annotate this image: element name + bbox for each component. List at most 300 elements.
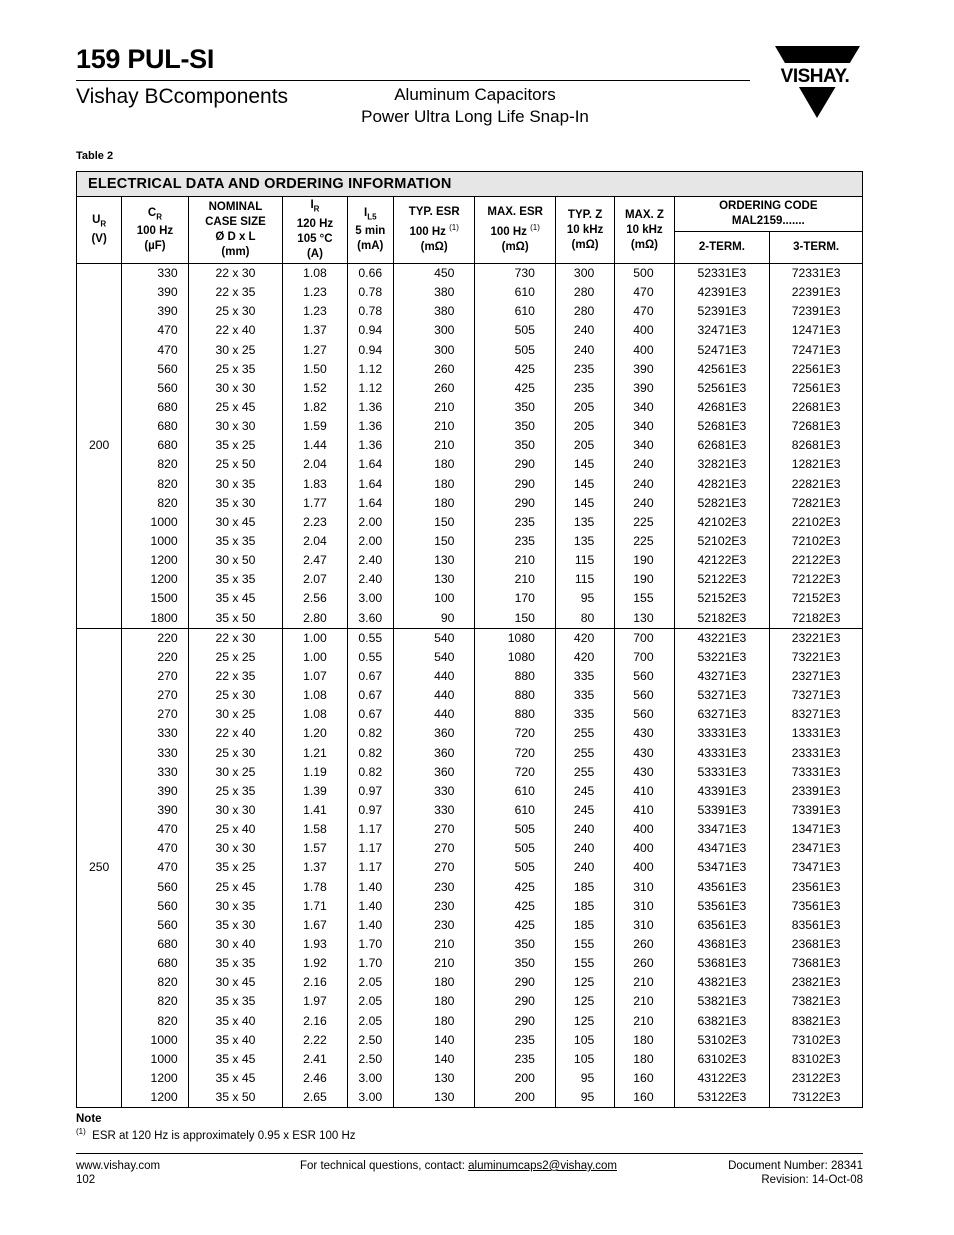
table-row [77,379,863,398]
cell-case-size: 35 x 45 [188,1069,283,1088]
cell-ripple-current: 1.37 [283,321,347,340]
cell-max-z: 240 [615,455,674,474]
cell-ripple-current: 1.08 [283,686,347,705]
cell-capacitance: 560 [122,878,188,897]
cell-ripple-current: 2.04 [283,532,347,551]
cell-typ-esr: 360 [393,724,475,743]
cell-typ-esr: 360 [393,763,475,782]
cell-capacitance: 1000 [122,1031,188,1050]
col-header-max-z: MAX. Z 10 kHz (mΩ) [615,197,674,264]
cell-typ-esr: 260 [393,360,475,379]
cell-max-z: 390 [615,379,674,398]
cell-code-3-term: 72821E3 [770,494,863,513]
cell-max-z: 340 [615,417,674,436]
cell-typ-z: 135 [555,532,614,551]
footer-document-number: Document Number: 28341 [728,1160,863,1172]
cell-typ-esr: 360 [393,744,475,763]
cell-case-size: 25 x 25 [188,648,283,667]
cell-case-size: 35 x 35 [188,992,283,1011]
cell-ripple-current: 1.00 [283,648,347,667]
cell-code-2-term: 52182E3 [674,609,770,629]
cell-capacitance: 330 [122,744,188,763]
electrical-data-table [76,171,863,1108]
cell-typ-z: 95 [555,1069,614,1088]
cell-typ-z: 205 [555,436,614,455]
cell-max-z: 400 [615,839,674,858]
cell-leakage-current: 0.67 [347,667,393,686]
cell-capacitance: 390 [122,283,188,302]
cell-leakage-current: 1.40 [347,897,393,916]
cell-case-size: 35 x 25 [188,436,283,455]
cell-leakage-current: 2.00 [347,513,393,532]
cell-typ-z: 420 [555,628,614,648]
cell-max-z: 130 [615,609,674,629]
cell-typ-esr: 230 [393,916,475,935]
cell-ripple-current: 2.22 [283,1031,347,1050]
cell-typ-z: 145 [555,455,614,474]
cell-code-3-term: 72102E3 [770,532,863,551]
cell-leakage-current: 1.36 [347,398,393,417]
cell-ripple-current: 1.23 [283,302,347,321]
table-row [77,820,863,839]
cell-case-size: 30 x 30 [188,801,283,820]
cell-capacitance: 390 [122,782,188,801]
document-title: 159 PUL-SI [76,44,215,74]
cell-code-3-term: 22561E3 [770,360,863,379]
cell-leakage-current: 2.05 [347,973,393,992]
cell-ripple-current: 1.08 [283,705,347,724]
cell-leakage-current: 0.55 [347,648,393,667]
cell-max-z: 180 [615,1050,674,1069]
cell-code-2-term: 52391E3 [674,302,770,321]
footnote-text: ESR at 120 Hz is approximately 0.95 x ESR 100 Hz [92,1129,356,1142]
cell-capacitance: 820 [122,455,188,474]
cell-leakage-current: 1.36 [347,417,393,436]
table-row [77,724,863,743]
cell-code-3-term: 73561E3 [770,897,863,916]
cell-leakage-current: 1.17 [347,839,393,858]
cell-typ-esr: 180 [393,973,475,992]
footer-website-link[interactable]: www.vishay.com [76,1160,161,1172]
cell-ripple-current: 2.04 [283,455,347,474]
cell-max-z: 160 [615,1088,674,1108]
cell-typ-esr: 330 [393,782,475,801]
cell-capacitance: 1200 [122,1069,188,1088]
cell-case-size: 30 x 30 [188,839,283,858]
cell-max-esr: 610 [475,283,555,302]
cell-typ-z: 155 [555,935,614,954]
cell-capacitance: 390 [122,302,188,321]
cell-leakage-current: 1.36 [347,436,393,455]
cell-ripple-current: 1.58 [283,820,347,839]
cell-case-size: 30 x 30 [188,379,283,398]
cell-max-esr: 290 [475,992,555,1011]
cell-case-size: 22 x 35 [188,283,283,302]
cell-typ-esr: 150 [393,532,475,551]
cell-leakage-current: 1.64 [347,455,393,474]
cell-capacitance: 1500 [122,589,188,608]
cell-max-esr: 505 [475,858,555,877]
cell-leakage-current: 3.60 [347,609,393,629]
cell-max-z: 310 [615,897,674,916]
cell-max-esr: 200 [475,1088,555,1108]
cell-max-z: 400 [615,820,674,839]
cell-ripple-current: 1.44 [283,436,347,455]
cell-max-esr: 350 [475,398,555,417]
cell-code-2-term: 52471E3 [674,341,770,360]
cell-case-size: 22 x 40 [188,321,283,340]
cell-max-esr: 235 [475,1031,555,1050]
cell-max-esr: 210 [475,570,555,589]
cell-max-z: 500 [615,264,674,284]
cell-leakage-current: 1.70 [347,954,393,973]
cell-ripple-current: 1.82 [283,398,347,417]
cell-case-size: 30 x 35 [188,897,283,916]
cell-case-size: 22 x 40 [188,724,283,743]
vishay-logo [765,44,865,120]
table-row [77,878,863,897]
cell-case-size: 30 x 30 [188,417,283,436]
cell-max-z: 210 [615,992,674,1011]
cell-max-z: 240 [615,494,674,513]
cell-typ-esr: 100 [393,589,475,608]
cell-code-2-term: 53821E3 [674,992,770,1011]
table-row [77,341,863,360]
cell-max-esr: 350 [475,417,555,436]
cell-max-esr: 210 [475,551,555,570]
cell-code-2-term: 43221E3 [674,628,770,648]
cell-code-3-term: 73331E3 [770,763,863,782]
cell-typ-esr: 270 [393,839,475,858]
cell-typ-esr: 270 [393,858,475,877]
cell-code-2-term: 53561E3 [674,897,770,916]
cell-capacitance: 560 [122,379,188,398]
footer-left [76,1159,160,1187]
cell-code-3-term: 22391E3 [770,283,863,302]
cell-typ-z: 125 [555,1011,614,1030]
note-section [76,1113,356,1142]
cell-max-esr: 235 [475,513,555,532]
brand-name: Vishay BCcomponents [76,85,289,108]
cell-max-esr: 350 [475,935,555,954]
cell-code-2-term: 43561E3 [674,878,770,897]
cell-typ-z: 300 [555,264,614,284]
table-row [77,801,863,820]
cell-typ-z: 240 [555,820,614,839]
cell-leakage-current: 1.40 [347,916,393,935]
cell-max-z: 400 [615,858,674,877]
cell-ripple-current: 2.46 [283,1069,347,1088]
cell-max-z: 190 [615,570,674,589]
cell-ripple-current: 2.41 [283,1050,347,1069]
cell-typ-esr: 440 [393,705,475,724]
cell-case-size: 30 x 25 [188,341,283,360]
cell-capacitance: 560 [122,897,188,916]
cell-leakage-current: 1.40 [347,878,393,897]
cell-typ-z: 280 [555,283,614,302]
cell-typ-z: 255 [555,744,614,763]
cell-code-3-term: 23271E3 [770,667,863,686]
table-row [77,686,863,705]
cell-case-size: 25 x 30 [188,302,283,321]
cell-max-z: 210 [615,1011,674,1030]
cell-code-2-term: 43331E3 [674,744,770,763]
cell-capacitance: 1000 [122,1050,188,1069]
cell-typ-z: 145 [555,475,614,494]
cell-code-3-term: 23471E3 [770,839,863,858]
cell-leakage-current: 1.64 [347,475,393,494]
cell-leakage-current: 0.67 [347,686,393,705]
cell-max-z: 225 [615,513,674,532]
cell-code-3-term: 73821E3 [770,992,863,1011]
cell-typ-z: 205 [555,398,614,417]
cell-ripple-current: 2.47 [283,551,347,570]
cell-code-2-term: 53102E3 [674,1031,770,1050]
col-header-il5: $I_{L5}$ 5 min (mA) [347,197,393,264]
cell-max-z: 240 [615,475,674,494]
cell-capacitance: 820 [122,973,188,992]
cell-case-size: 35 x 35 [188,570,283,589]
cell-code-3-term: 12821E3 [770,455,863,474]
cell-capacitance: 270 [122,705,188,724]
cell-ripple-current: 1.27 [283,341,347,360]
table-row [77,1069,863,1088]
cell-max-z: 560 [615,686,674,705]
cell-capacitance: 330 [122,724,188,743]
cell-case-size: 22 x 35 [188,667,283,686]
cell-capacitance: 220 [122,628,188,648]
cell-max-z: 190 [615,551,674,570]
cell-code-2-term: 52122E3 [674,570,770,589]
cell-code-2-term: 63102E3 [674,1050,770,1069]
cell-typ-esr: 130 [393,570,475,589]
cell-case-size: 35 x 30 [188,494,283,513]
cell-leakage-current: 0.82 [347,724,393,743]
cell-ripple-current: 1.71 [283,897,347,916]
cell-typ-esr: 260 [393,379,475,398]
table-row [77,935,863,954]
cell-max-esr: 505 [475,341,555,360]
cell-capacitance: 470 [122,820,188,839]
cell-case-size: 25 x 30 [188,686,283,705]
table-row [77,628,863,648]
table-row [77,954,863,973]
cell-typ-z: 240 [555,839,614,858]
cell-capacitance: 680 [122,935,188,954]
cell-leakage-current: 0.82 [347,744,393,763]
cell-max-esr: 290 [475,475,555,494]
cell-ripple-current: 1.08 [283,264,347,284]
header-rule [76,80,750,81]
table-row [77,648,863,667]
cell-code-2-term: 52152E3 [674,589,770,608]
cell-capacitance: 390 [122,801,188,820]
cell-max-esr: 235 [475,1050,555,1069]
cell-code-3-term: 23391E3 [770,782,863,801]
col-header-max-esr: MAX. ESR 100 Hz $^{(1)}$ (mΩ) [475,197,555,264]
cell-typ-esr: 180 [393,992,475,1011]
footer-revision: Revision: 14-Oct-08 [761,1174,863,1186]
cell-typ-z: 240 [555,858,614,877]
cell-ripple-current: 1.97 [283,992,347,1011]
cell-max-esr: 150 [475,609,555,629]
cell-capacitance: 680 [122,398,188,417]
cell-max-esr: 610 [475,801,555,820]
cell-code-2-term: 42391E3 [674,283,770,302]
cell-ripple-current: 1.50 [283,360,347,379]
cell-code-3-term: 72391E3 [770,302,863,321]
table-label: Table 2 [76,150,114,162]
cell-case-size: 30 x 45 [188,513,283,532]
cell-max-esr: 290 [475,494,555,513]
cell-case-size: 30 x 25 [188,763,283,782]
cell-typ-esr: 270 [393,820,475,839]
cell-typ-esr: 150 [393,513,475,532]
cell-typ-z: 205 [555,417,614,436]
cell-code-2-term: 33471E3 [674,820,770,839]
cell-typ-esr: 230 [393,878,475,897]
cell-typ-esr: 130 [393,1069,475,1088]
cell-leakage-current: 0.94 [347,341,393,360]
cell-typ-z: 125 [555,973,614,992]
cell-max-z: 430 [615,763,674,782]
note-title: Note [76,1113,102,1125]
cell-code-3-term: 72561E3 [770,379,863,398]
table-row [77,973,863,992]
footer-contact-email-link[interactable]: aluminumcaps2@vishay.com [468,1160,618,1172]
footer-contact [300,1159,617,1173]
table-row [77,782,863,801]
cell-typ-esr: 180 [393,455,475,474]
cell-code-2-term: 53471E3 [674,858,770,877]
cell-case-size: 30 x 50 [188,551,283,570]
cell-code-2-term: 42122E3 [674,551,770,570]
cell-capacitance: 220 [122,648,188,667]
cell-code-3-term: 23681E3 [770,935,863,954]
table-row [77,436,863,455]
cell-code-2-term: 53122E3 [674,1088,770,1108]
footnote-marker: (1) [76,1127,86,1136]
cell-max-z: 430 [615,744,674,763]
cell-typ-z: 335 [555,667,614,686]
cell-typ-esr: 140 [393,1031,475,1050]
cell-leakage-current: 0.67 [347,705,393,724]
cell-ripple-current: 2.80 [283,609,347,629]
cell-code-3-term: 22821E3 [770,475,863,494]
cell-ripple-current: 1.37 [283,858,347,877]
cell-code-3-term: 13331E3 [770,724,863,743]
cell-code-2-term: 42102E3 [674,513,770,532]
cell-typ-esr: 540 [393,628,475,648]
cell-typ-z: 235 [555,360,614,379]
cell-typ-esr: 230 [393,897,475,916]
cell-typ-z: 245 [555,801,614,820]
table-row [77,417,863,436]
cell-ripple-current: 1.83 [283,475,347,494]
cell-leakage-current: 1.70 [347,935,393,954]
cell-code-3-term: 83821E3 [770,1011,863,1030]
cell-typ-z: 95 [555,589,614,608]
cell-typ-z: 135 [555,513,614,532]
cell-case-size: 30 x 25 [188,705,283,724]
cell-ripple-current: 1.41 [283,801,347,820]
table-row [77,455,863,474]
cell-code-3-term: 73471E3 [770,858,863,877]
cell-max-z: 390 [615,360,674,379]
cell-capacitance: 560 [122,916,188,935]
table-row [77,609,863,629]
cell-typ-z: 255 [555,763,614,782]
cell-max-z: 180 [615,1031,674,1050]
table-row [77,744,863,763]
cell-case-size: 25 x 45 [188,878,283,897]
table-row [77,398,863,417]
cell-typ-esr: 180 [393,494,475,513]
cell-max-esr: 610 [475,302,555,321]
table-row [77,1011,863,1030]
table-row [77,360,863,379]
footnote [76,1127,356,1142]
table-row [77,992,863,1011]
cell-max-esr: 425 [475,878,555,897]
cell-max-z: 700 [615,648,674,667]
cell-code-3-term: 73122E3 [770,1088,863,1108]
cell-max-esr: 880 [475,705,555,724]
cell-typ-esr: 90 [393,609,475,629]
cell-ripple-current: 2.16 [283,973,347,992]
table-row [77,513,863,532]
cell-typ-esr: 300 [393,341,475,360]
cell-max-esr: 290 [475,973,555,992]
cell-capacitance: 470 [122,321,188,340]
table-row [77,916,863,935]
cell-leakage-current: 0.94 [347,321,393,340]
cell-max-z: 430 [615,724,674,743]
cell-typ-esr: 130 [393,551,475,570]
cell-max-esr: 170 [475,589,555,608]
cell-typ-z: 240 [555,341,614,360]
cell-code-2-term: 43821E3 [674,973,770,992]
col-header-ordering-code: ORDERING CODE MAL2159....... [674,197,862,232]
cell-leakage-current: 2.00 [347,532,393,551]
cell-leakage-current: 0.66 [347,264,393,284]
cell-leakage-current: 2.50 [347,1050,393,1069]
footer-page-number: 102 [76,1174,96,1186]
col-header-3-term: 3-TERM. [770,232,863,264]
cell-capacitance: 330 [122,763,188,782]
cell-case-size: 25 x 50 [188,455,283,474]
cell-leakage-current: 2.50 [347,1031,393,1050]
table-body [77,264,863,1108]
cell-max-z: 400 [615,341,674,360]
cell-max-z: 310 [615,916,674,935]
cell-typ-z: 115 [555,551,614,570]
cell-typ-esr: 180 [393,1011,475,1030]
cell-ripple-current: 1.57 [283,839,347,858]
cell-typ-esr: 380 [393,283,475,302]
table-row [77,551,863,570]
cell-code-2-term: 53391E3 [674,801,770,820]
cell-leakage-current: 2.05 [347,992,393,1011]
cell-typ-esr: 300 [393,321,475,340]
cell-leakage-current: 2.05 [347,1011,393,1030]
cell-code-3-term: 22122E3 [770,551,863,570]
cell-max-esr: 425 [475,360,555,379]
table-row [77,302,863,321]
cell-rated-voltage: 250 [77,628,122,1108]
cell-code-3-term: 73391E3 [770,801,863,820]
cell-case-size: 22 x 30 [188,628,283,648]
